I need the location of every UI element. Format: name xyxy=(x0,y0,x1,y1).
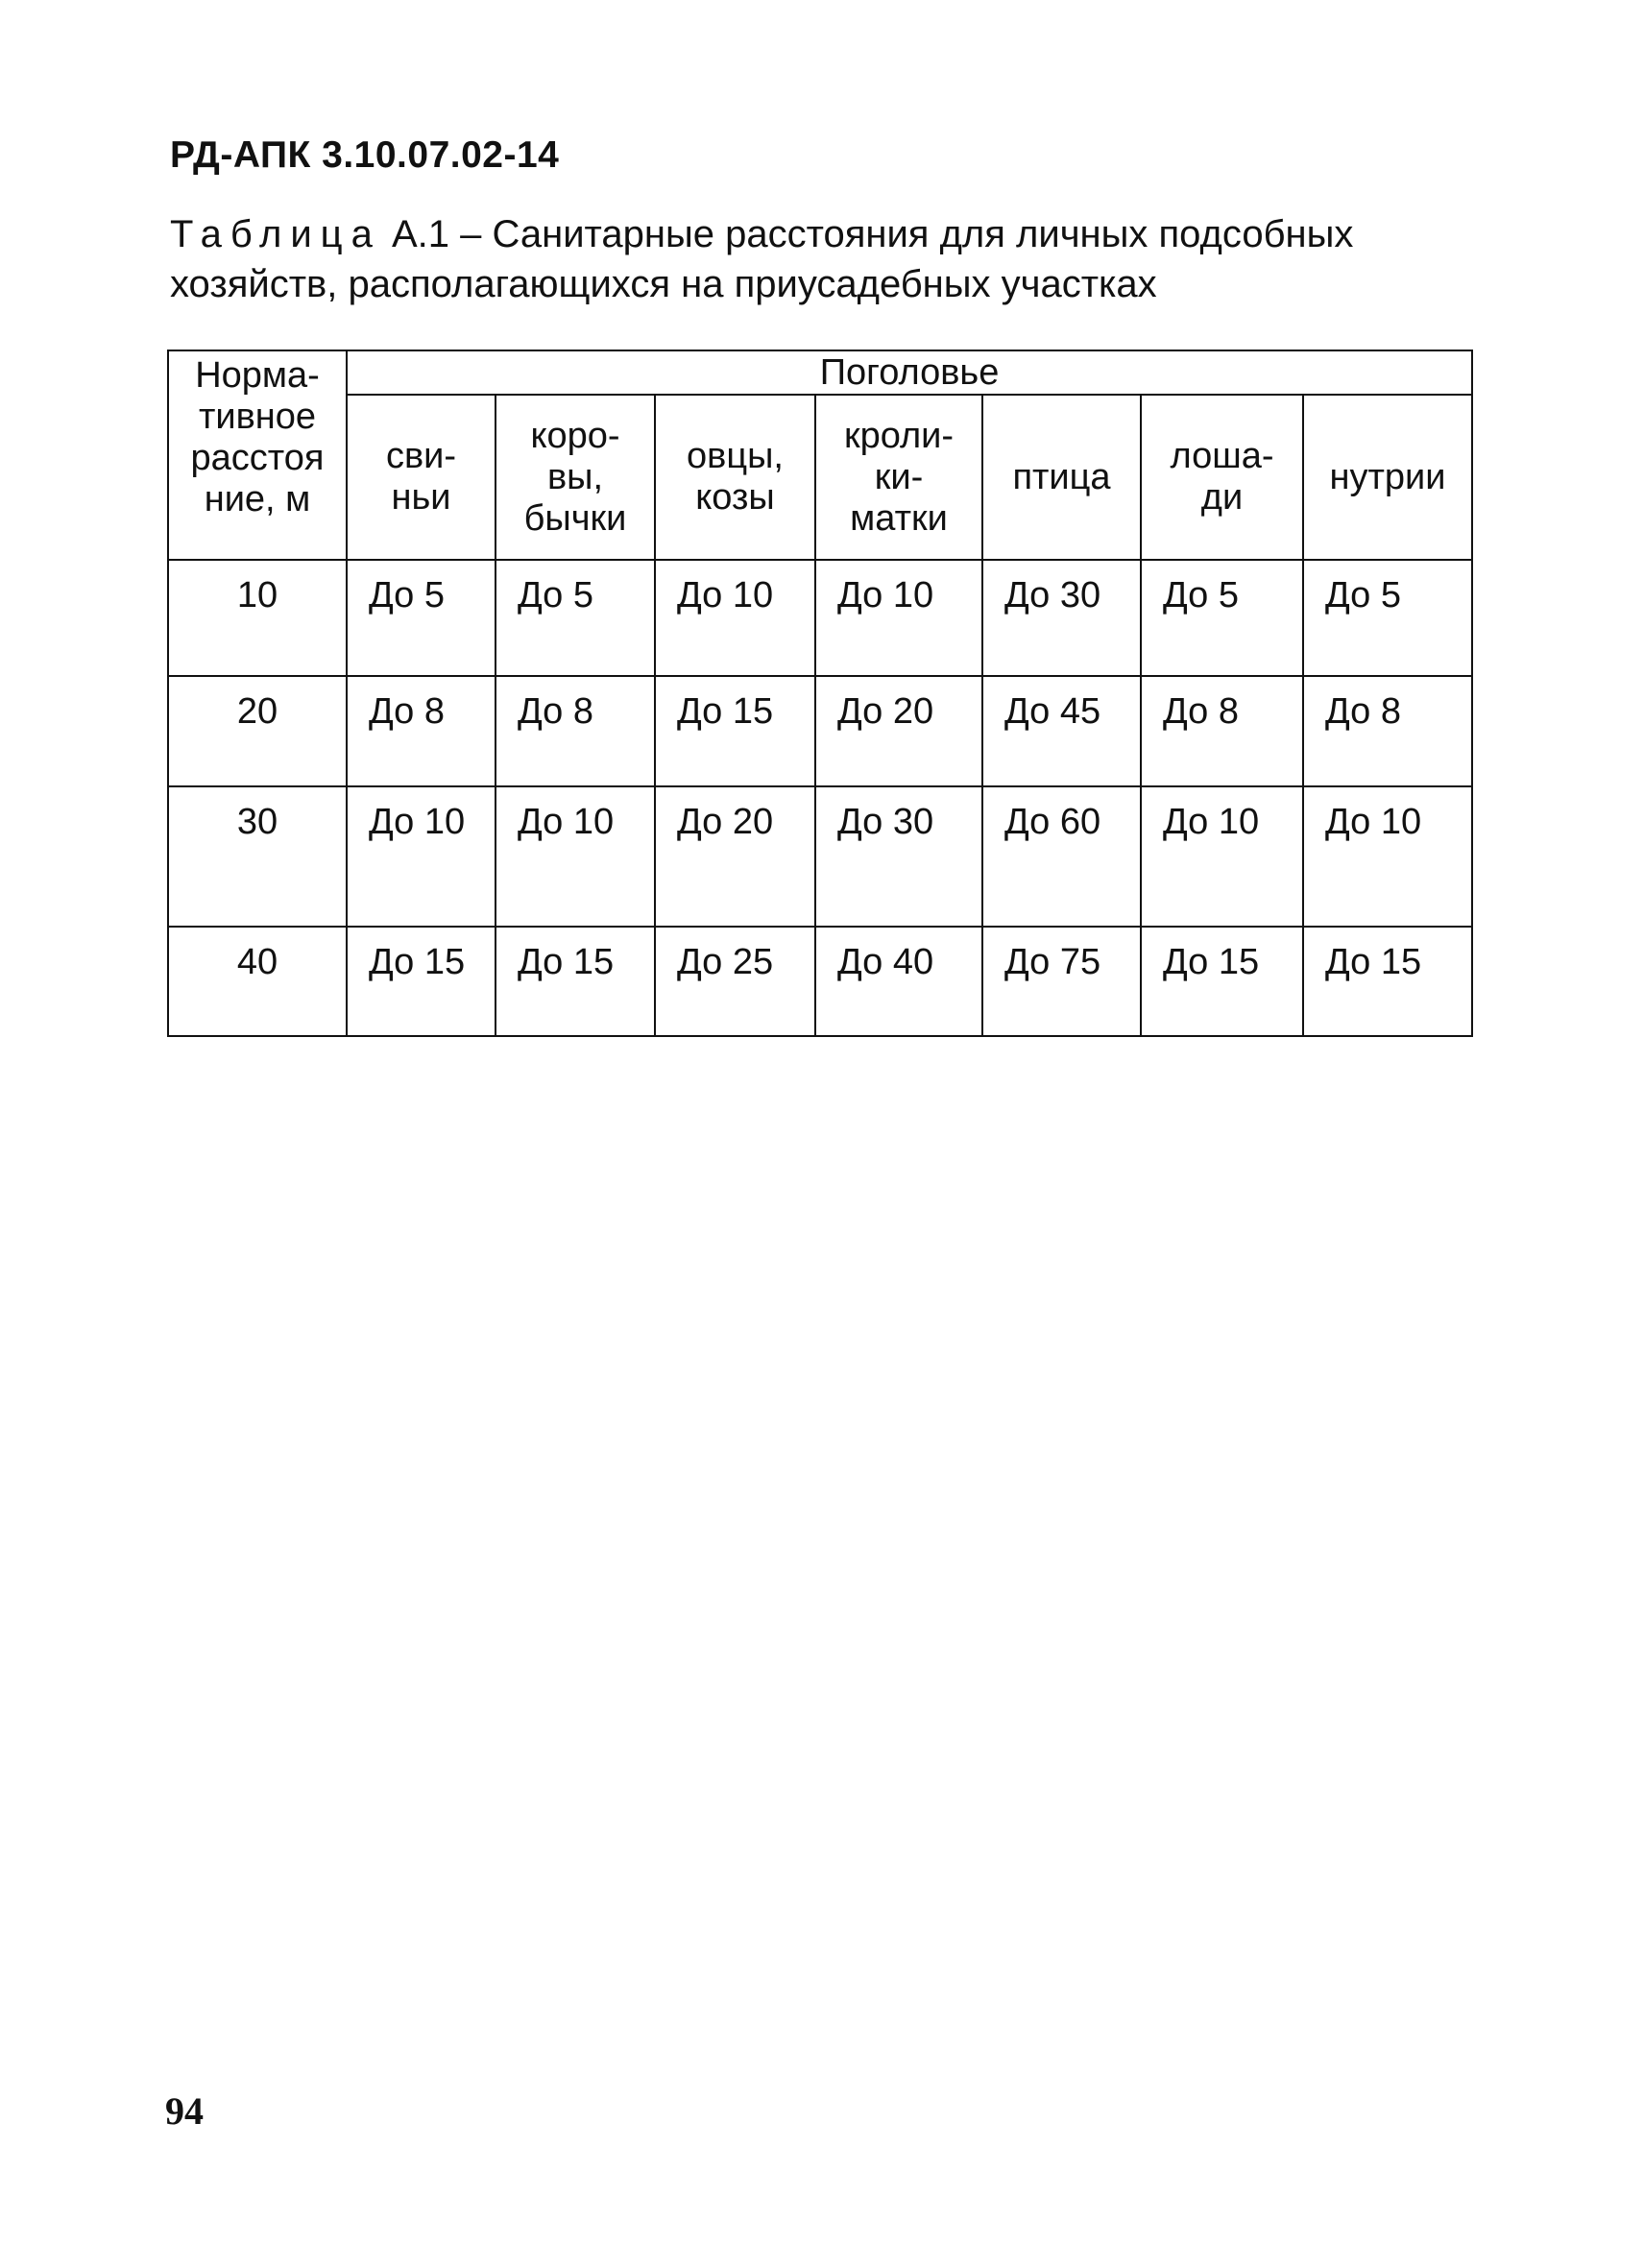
distance-header-line: Норма- xyxy=(195,355,320,396)
value-cell: До 8 xyxy=(1141,676,1303,786)
value-cell: До 60 xyxy=(982,786,1141,927)
column-header-line: бычки xyxy=(523,497,627,539)
column-header-sheep-goats xyxy=(655,395,815,560)
column-header-line: овцы, xyxy=(687,436,784,476)
column-header-line: кроли- xyxy=(843,415,955,456)
column-header-cows xyxy=(496,395,655,560)
value-cell: До 25 xyxy=(655,927,815,1036)
column-header-line: вы, xyxy=(546,456,604,497)
value-cell: До 15 xyxy=(347,927,496,1036)
column-header-line: ди xyxy=(1200,477,1244,518)
table-row xyxy=(168,560,1472,676)
table-row xyxy=(168,927,1472,1036)
column-header-line: коро- xyxy=(530,415,620,456)
column-header-poultry xyxy=(982,395,1141,560)
document-code: РД-АПК 3.10.07.02-14 xyxy=(170,134,560,176)
value-cell: До 75 xyxy=(982,927,1141,1036)
column-header-line: ньи xyxy=(391,477,451,518)
column-header-line: козы xyxy=(695,477,775,518)
column-header-line: ки- xyxy=(874,456,924,497)
value-cell: До 15 xyxy=(655,676,815,786)
value-cell: До 8 xyxy=(347,676,496,786)
value-cell: До 5 xyxy=(1141,560,1303,676)
column-header-line: птица xyxy=(1012,456,1111,497)
value-cell: До 10 xyxy=(496,786,655,927)
caption-text: Санитарные расстояния для личных подсобных хозяйств, располагающихся на приусадебных участках xyxy=(170,213,1354,305)
distance-cell: 40 xyxy=(168,927,347,1036)
value-cell: До 5 xyxy=(347,560,496,676)
table-caption xyxy=(170,209,1476,309)
value-cell: До 40 xyxy=(815,927,982,1036)
caption-label: Таблица xyxy=(170,213,381,255)
value-cell: До 5 xyxy=(1303,560,1472,676)
value-cell: До 15 xyxy=(1141,927,1303,1036)
distance-cell: 30 xyxy=(168,786,347,927)
table-row xyxy=(168,676,1472,786)
value-cell: До 30 xyxy=(815,786,982,927)
column-header-line: нутрии xyxy=(1329,456,1446,497)
livestock-group-header: Поголовье xyxy=(347,350,1472,395)
value-cell: До 15 xyxy=(1303,927,1472,1036)
value-cell: До 10 xyxy=(1141,786,1303,927)
value-cell: До 8 xyxy=(496,676,655,786)
column-header-rabbits xyxy=(815,395,982,560)
value-cell: До 8 xyxy=(1303,676,1472,786)
value-cell: До 10 xyxy=(655,560,815,676)
page-number: 94 xyxy=(165,2089,204,2133)
value-cell: До 10 xyxy=(815,560,982,676)
value-cell: До 5 xyxy=(496,560,655,676)
value-cell: До 20 xyxy=(655,786,815,927)
value-cell: До 10 xyxy=(1303,786,1472,927)
distance-cell: 20 xyxy=(168,676,347,786)
column-header-line: лоша- xyxy=(1170,436,1274,476)
distance-header-line: ние, м xyxy=(204,479,311,519)
value-cell: До 20 xyxy=(815,676,982,786)
value-cell: До 30 xyxy=(982,560,1141,676)
value-cell: До 10 xyxy=(347,786,496,927)
sanitary-distances-table xyxy=(167,350,1473,1037)
distance-header-line: расстоя xyxy=(190,438,325,478)
distance-cell: 10 xyxy=(168,560,347,676)
column-header-pigs xyxy=(347,395,496,560)
distance-header xyxy=(168,350,347,560)
column-header-horses xyxy=(1141,395,1303,560)
column-header-line: матки xyxy=(850,497,948,539)
value-cell: До 45 xyxy=(982,676,1141,786)
distance-header-line: тивное xyxy=(198,397,317,437)
column-header-line: сви- xyxy=(385,436,457,476)
caption-number: А.1 xyxy=(391,213,450,255)
caption-dash: – xyxy=(460,213,482,255)
table-row xyxy=(168,786,1472,927)
value-cell: До 15 xyxy=(496,927,655,1036)
column-header-nutria xyxy=(1303,395,1472,560)
